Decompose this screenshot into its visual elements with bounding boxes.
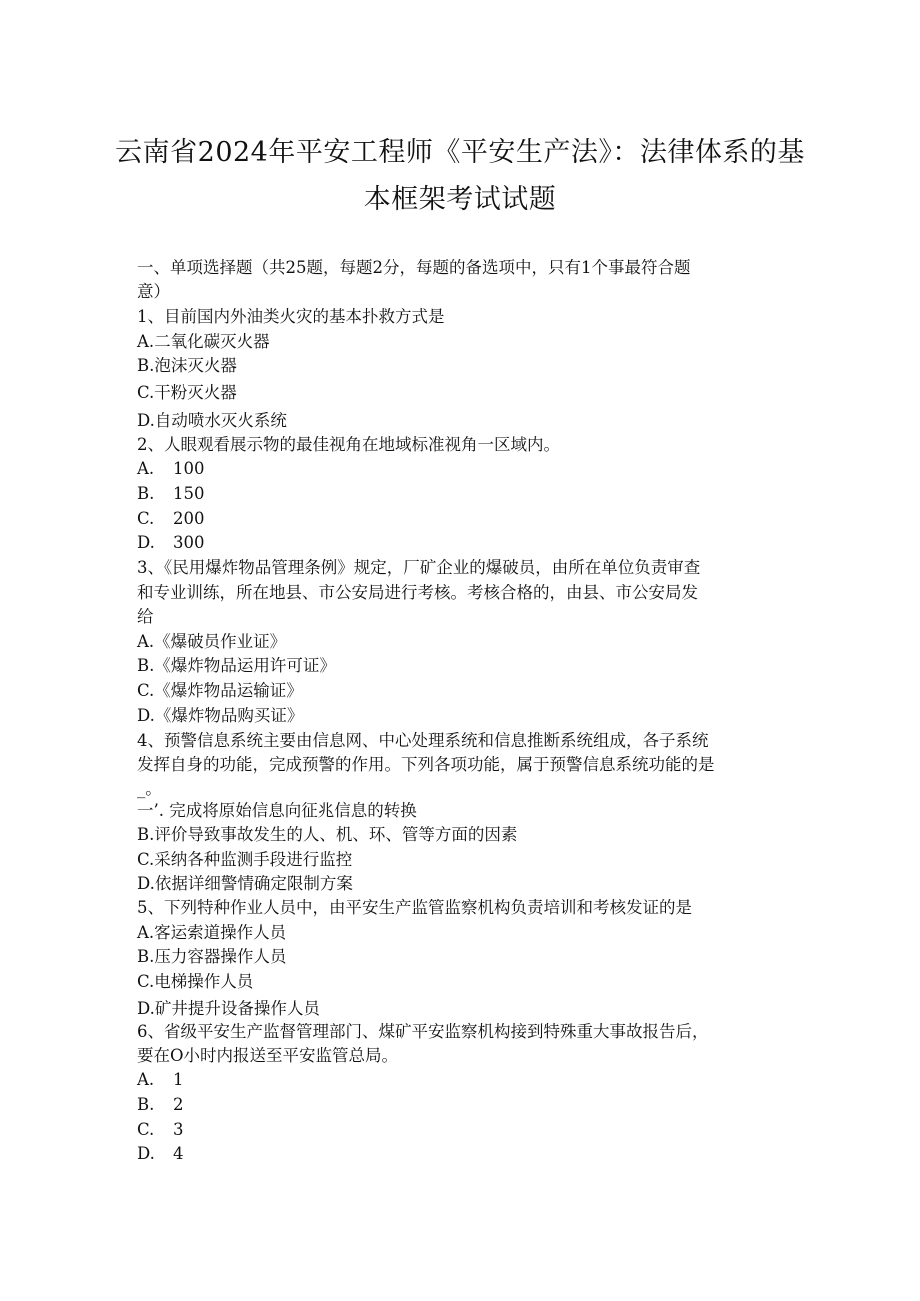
question-3-stem-line-1: 3、《民用爆炸物品管理条例》规定，厂矿企业的爆破员，由所在单位负责审查 — [137, 558, 701, 577]
question-1-option-b: B.泡沫灭火器 — [137, 356, 237, 375]
section-header: 一、单项选择题（共25题，每题2分，每题的备选项中，只有1个事最符合题 — [137, 258, 691, 277]
question-6-option-c — [137, 1119, 184, 1141]
question-5-option-d: D.矿井提升设备操作人员 — [137, 999, 320, 1018]
option-text: 300 — [173, 533, 205, 552]
question-6-option-b — [137, 1094, 184, 1116]
question-1-option-a: A.二氧化碳灭火器 — [137, 332, 270, 351]
option-text: 2 — [173, 1095, 184, 1114]
question-5-option-b: B.压力容器操作人员 — [137, 947, 287, 966]
question-2-option-c — [137, 508, 205, 530]
question-6-option-a — [137, 1069, 184, 1091]
option-key: C. — [137, 1120, 155, 1139]
question-4-option-d: D.依据详细警情确定限制方案 — [137, 874, 353, 893]
question-6-stem-line-1: 6、省级平安生产监督管理部门、煤矿平安监察机构接到特殊重大事故报告后， — [137, 1022, 709, 1041]
question-6-stem-line-2: 要在O小时内报送至平安监管总局。 — [137, 1046, 399, 1065]
question-4-stem-line-2: 发挥自身的功能，完成预警的作用。下列各项功能，属于预警信息系统功能的是 — [137, 755, 715, 774]
option-key: C. — [137, 509, 155, 528]
question-1-option-d: D.自动喷水灭火系统 — [137, 411, 287, 430]
option-key: A. — [137, 459, 155, 478]
option-text: 200 — [173, 509, 205, 528]
option-key: B. — [137, 1095, 155, 1114]
option-text: 150 — [173, 484, 205, 503]
question-3-option-b: B.《爆炸物品运用许可证》 — [137, 656, 336, 675]
question-2-option-b — [137, 483, 205, 505]
question-4-stem-line-1: 4、预警信息系统主要由信息网、中心处理系统和信息推断系统组成，各子系统 — [137, 731, 709, 750]
question-3-option-c: C.《爆炸物品运输证》 — [137, 681, 303, 700]
document-title-line-1: 云南省2024年平安工程师《平安生产法》：法律体系的基 — [115, 137, 805, 168]
section-header-continued: 意） — [137, 282, 170, 301]
question-4-option-c: C.采纳各种监测手段进行监控 — [137, 850, 353, 869]
question-2-stem: 2、人眼观看展示物的最佳视角在地域标准视角一区域内。 — [137, 435, 560, 454]
option-text: 4 — [173, 1144, 184, 1163]
question-3-option-a: A.《爆破员作业证》 — [137, 632, 287, 651]
question-5-stem: 5、下列特种作业人员中，由平安生产监管监察机构负责培训和考核发证的是 — [137, 898, 692, 917]
question-2-option-a — [137, 458, 205, 480]
option-key: A. — [137, 1070, 155, 1089]
question-3-stem-line-2: 和专业训练，所在地县、市公安局进行考核。考核合格的，由县、市公安局发 — [137, 583, 698, 602]
question-2-option-d — [137, 532, 205, 554]
question-1-stem: 1、目前国内外油类火灾的基本扑救方式是 — [137, 307, 445, 326]
option-key: D. — [137, 533, 155, 552]
question-5-option-c: C.电梯操作人员 — [137, 972, 254, 991]
option-text: 1 — [173, 1070, 184, 1089]
option-text: 3 — [173, 1120, 184, 1139]
question-4-stem-line-3: _。 — [137, 779, 162, 798]
option-key: D. — [137, 1144, 155, 1163]
option-text: 100 — [173, 459, 205, 478]
question-4-option-a: 一’. 完成将原始信息向征兆信息的转换 — [137, 801, 417, 820]
question-6-option-d — [137, 1143, 184, 1165]
question-3-option-d: D.《爆炸物品购买证》 — [137, 706, 304, 725]
option-key: B. — [137, 484, 155, 503]
question-5-option-a: A.客运索道操作人员 — [137, 923, 287, 942]
question-3-stem-line-3: 给 — [137, 607, 154, 626]
document-title-line-2: 本框架考试试题 — [363, 184, 557, 215]
question-4-option-b: B.评价导致事故发生的人、机、环、管等方面的因素 — [137, 825, 518, 844]
question-1-option-c: C.干粉灭火器 — [137, 383, 237, 402]
